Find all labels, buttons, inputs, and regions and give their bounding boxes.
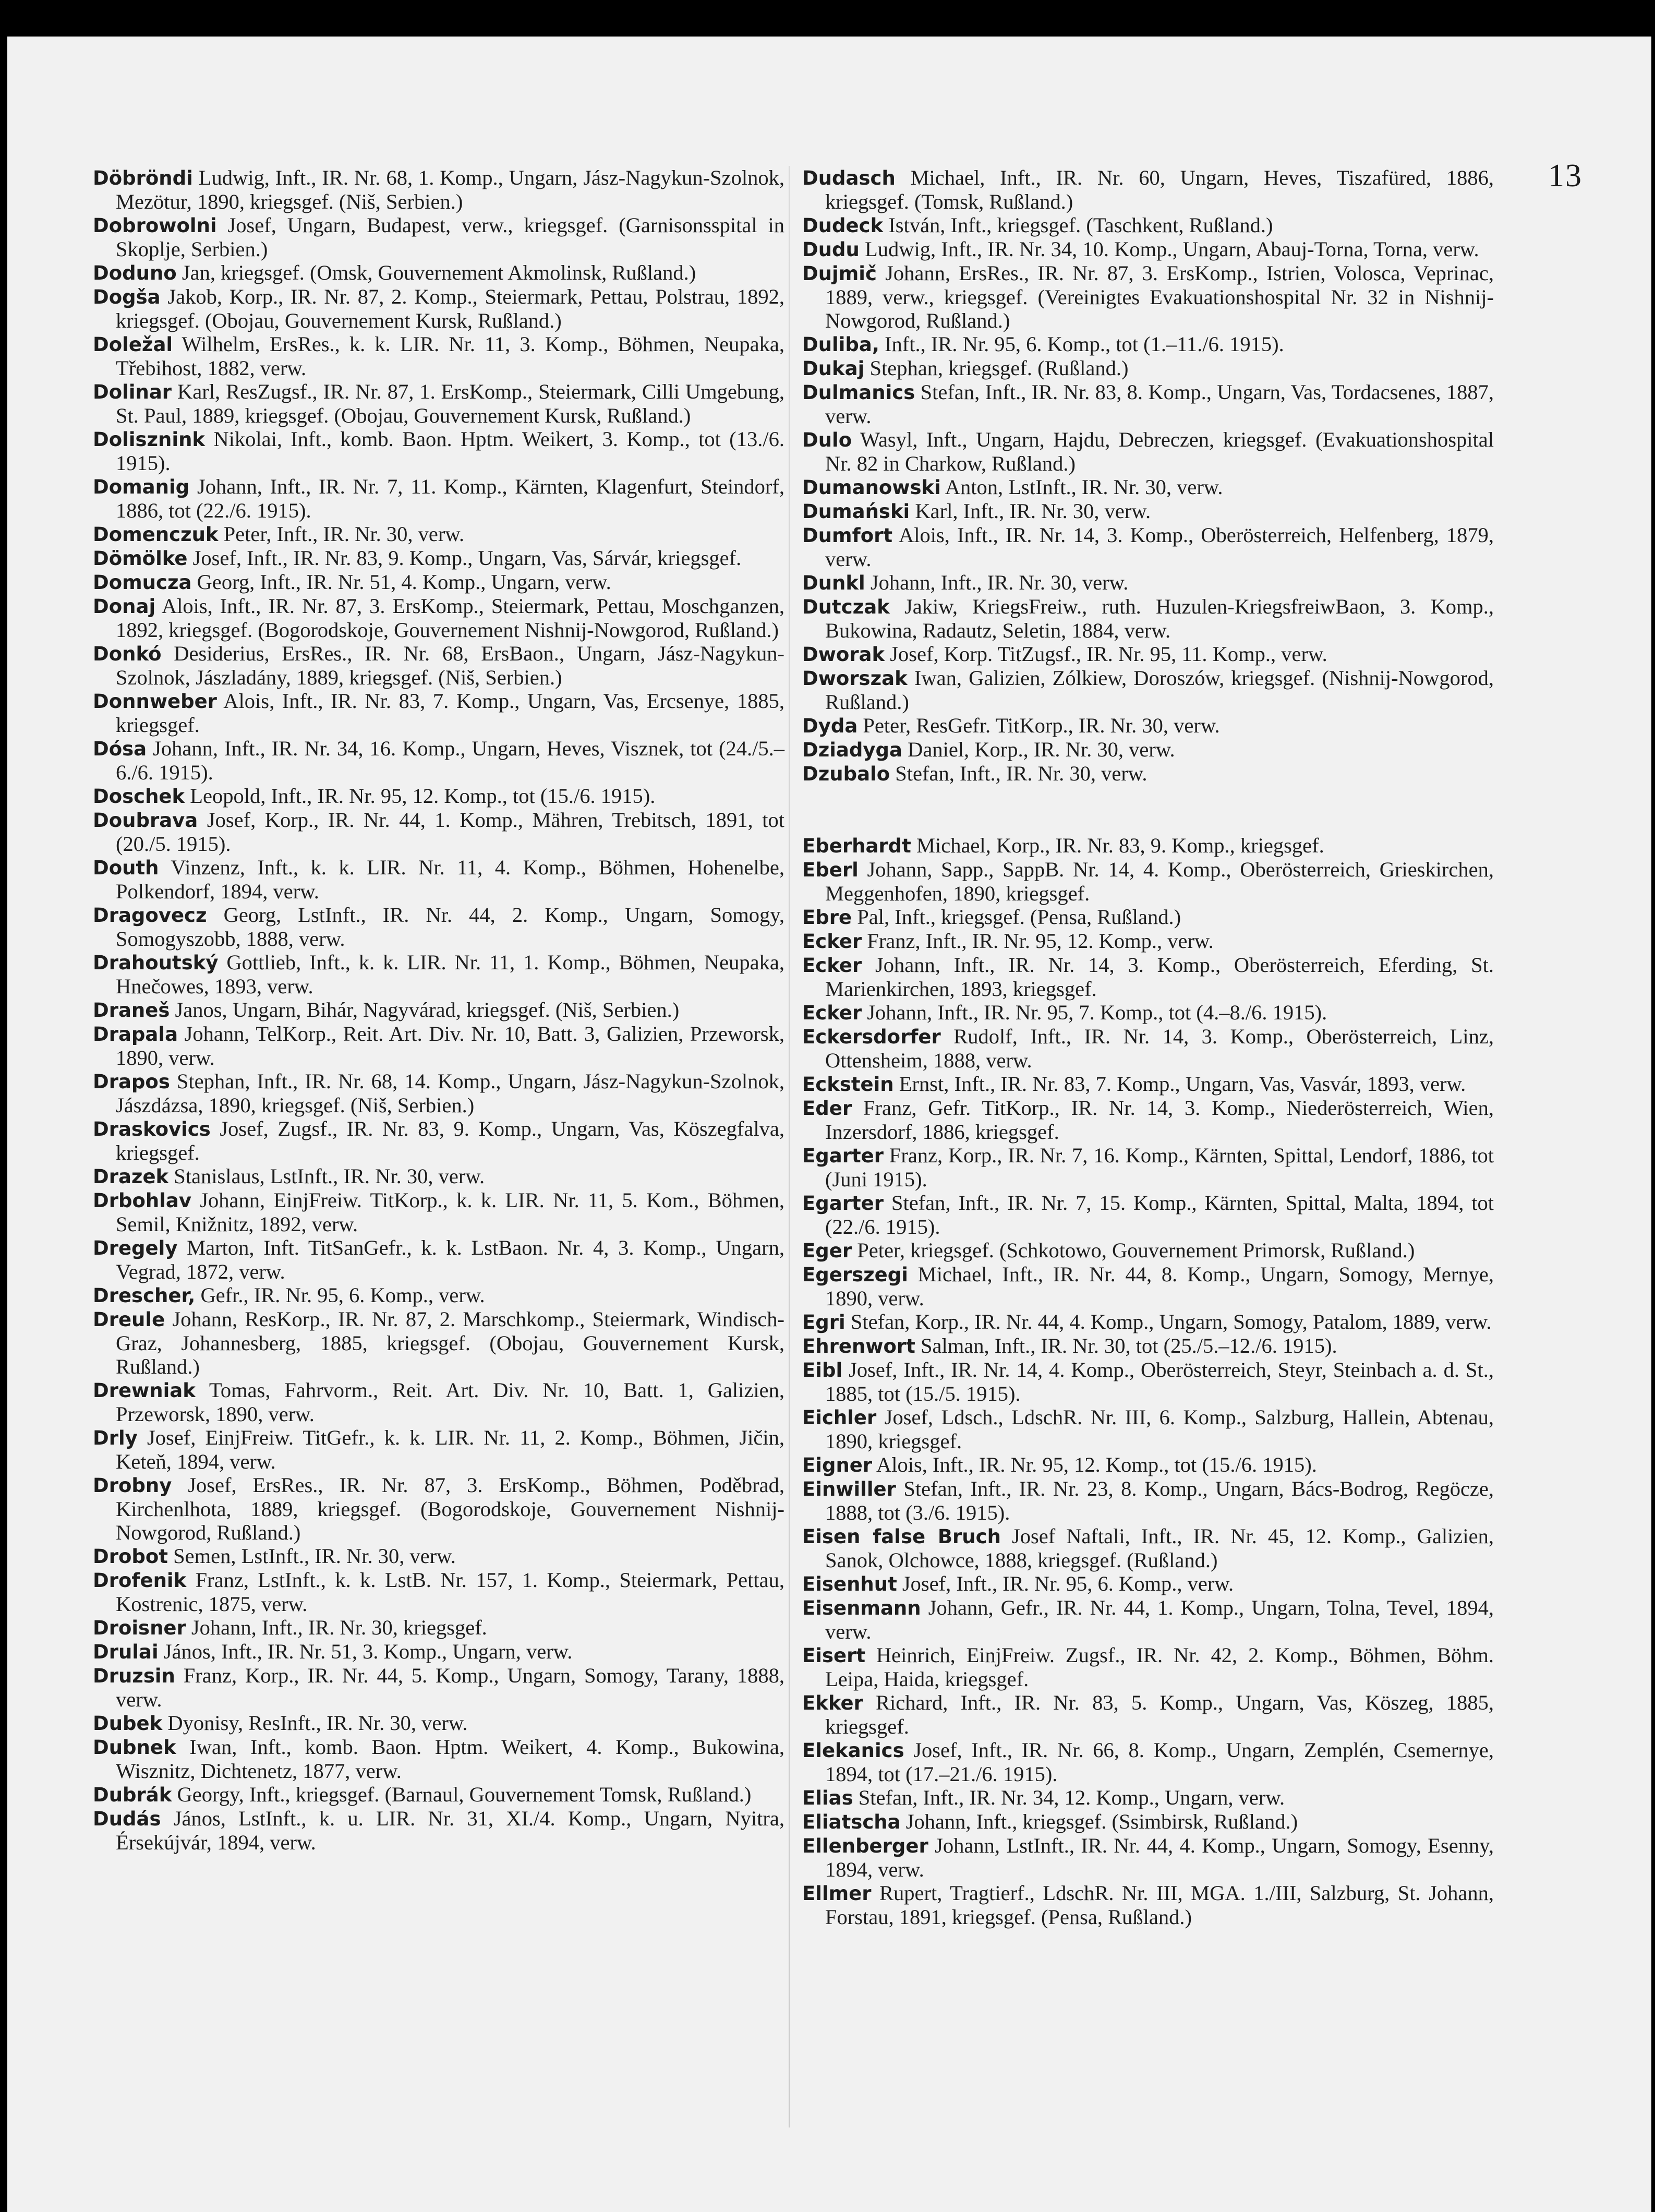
entry-surname: Doležal [93, 333, 173, 356]
entry-details: Georg, LstInft., IR. Nr. 44, 2. Komp., Ungarn, Somogy, Somogyszobb, 1888, verw. [116, 903, 784, 951]
entry-surname: Eckersdorfer [802, 1026, 941, 1048]
entry-details: Salman, Inft., IR. Nr. 30, tot (25./5.–12./6. 1915). [915, 1334, 1337, 1357]
entry-surname: Druzsin [93, 1665, 175, 1687]
entry-details: István, Inft., kriegsgef. (Taschkent, Rußland.) [883, 213, 1273, 237]
entry-details: Gefr., IR. Nr. 95, 6. Komp., verw. [195, 1283, 485, 1307]
entry-details: Jakiw, KriegsFreiw., ruth. Huzulen-KriegsfreiwBaon, 3. Komp., Bukowina, Radautz, Seletin, 1884, verw. [825, 595, 1494, 642]
entry-surname: Domenczuk [93, 523, 219, 546]
entry-surname: Douth [93, 857, 159, 879]
list-item [802, 1334, 1494, 1358]
entry-surname: Drescher, [93, 1284, 196, 1307]
entry-surname: Ecker [802, 954, 862, 977]
entry-surname: Drewniak [93, 1379, 196, 1402]
list-item [93, 1616, 784, 1640]
entry-details: Wasyl, Inft., Ungarn, Hajdu, Debreczen, kriegsgef. (Evakuationshospital Nr. 82 in Charkow, Rußland.) [825, 428, 1494, 475]
page-number: 13 [1548, 158, 1582, 194]
entry-surname: Ecker [802, 930, 862, 953]
entry-surname: Eichler [802, 1406, 877, 1429]
list-item [93, 737, 784, 784]
entry-surname: Dogša [93, 286, 161, 308]
entry-details: Johann, Inft., IR. Nr. 95, 7. Komp., tot (4.–8./6. 1915). [862, 1001, 1327, 1024]
list-item [802, 905, 1494, 929]
list-item [802, 571, 1494, 595]
entry-details: Vinzenz, Inft., k. k. LIR. Nr. 11, 4. Komp., Böhmen, Hohenelbe, Polkendorf, 1894, verw. [116, 856, 784, 903]
entry-details: Iwan, Galizien, Zólkiew, Doroszów, kriegsgef. (Nishnij-Nowgorod, Rußland.) [825, 666, 1494, 714]
list-item [93, 213, 784, 261]
entry-details: Alois, Inft., IR. Nr. 95, 12. Komp., tot (15./6. 1915). [872, 1453, 1317, 1476]
entry-details: Johann, LstInft., IR. Nr. 44, 4. Komp., Ungarn, Somogy, Esenny, 1894, verw. [825, 1834, 1494, 1881]
entry-details: Rupert, Tragtierf., LdschR. Nr. III, MGA. 1./III, Salzburg, St. Johann, Forstau, 1891, kriegsgef. (Pensa, Rußland.) [825, 1881, 1494, 1929]
entry-details: Josef, Inft., IR. Nr. 95, 6. Komp., verw. [897, 1572, 1234, 1595]
list-item [802, 499, 1494, 523]
entry-details: Georg, Inft., IR. Nr. 51, 4. Komp., Ungarn, verw. [191, 570, 611, 594]
column-divider [789, 166, 790, 2127]
entry-details: Gottlieb, Inft., k. k. LIR. Nr. 11, 1. Komp., Böhmen, Neupaka, Hnečowes, 1893, verw. [116, 951, 784, 998]
entry-details: Josef Naftali, Inft., IR. Nr. 45, 12. Komp., Galizien, Sanok, Olchowce, 1888, kriegsgef. (Rußland.) [825, 1524, 1494, 1572]
list-item [93, 522, 784, 546]
entry-details: Josef, EinjFreiw. TitGefr., k. k. LIR. Nr. 11, 2. Komp., Böhmen, Jičin, Keteň, 1894, verw. [116, 1426, 784, 1473]
list-item [802, 1096, 1494, 1144]
entry-details: Alois, Inft., IR. Nr. 87, 3. ErsKomp., Steiermark, Pettau, Moschganzen, 1892, kriegsgef. (Bogorodskoje, Gouvernement Nishnij-Nowgorod, Rußland.) [116, 594, 784, 642]
list-item [93, 1236, 784, 1283]
entry-surname: Dukaj [802, 357, 865, 380]
list-item [93, 1117, 784, 1164]
entry-details: Karl, ResZugsf., IR. Nr. 87, 1. ErsKomp., Steiermark, Cilli Umgebung, St. Paul, 1889, kriegsgef. (Obojau, Gouvernement Kursk, Rußland.) [116, 380, 784, 427]
entry-surname: Drulai [93, 1641, 159, 1663]
entry-details: Stephan, kriegsgef. (Rußland.) [864, 356, 1129, 380]
entry-surname: Dumański [802, 500, 910, 523]
entry-surname: Dubrák [93, 1784, 172, 1806]
entry-surname: Dyda [802, 715, 858, 737]
list-item [802, 1477, 1494, 1524]
list-item [802, 1144, 1494, 1191]
entry-surname: Donnweber [93, 690, 217, 713]
entry-details: Jan, kriegsgef. (Omsk, Gouvernement Akmolinsk, Rußland.) [176, 261, 696, 284]
list-item [802, 1239, 1494, 1263]
list-item [802, 1453, 1494, 1477]
entry-details: János, LstInft., k. u. LIR. Nr. 31, XI./4. Komp., Ungarn, Nyitra, Érsekújvár, 1894, verw. [116, 1807, 784, 1854]
entry-surname: Dulo [802, 429, 852, 451]
entry-surname: Dujmič [802, 262, 877, 285]
entry-surname: Dutczak [802, 596, 890, 618]
list-item [802, 666, 1494, 714]
entry-details: Johann, ResKorp., IR. Nr. 87, 2. Marschkomp., Steiermark, Windisch-Graz, Johannesberg, 1885, kriegsgef. (Obojau, Gouvernement Kursk, Rußland.) [116, 1307, 784, 1378]
entry-surname: Drobot [93, 1545, 168, 1568]
list-item [93, 1188, 784, 1236]
entry-surname: Domucza [93, 571, 192, 594]
entry-details: Peter, kriegsgef. (Schkotowo, Gouvernement Primorsk, Rußland.) [852, 1239, 1415, 1262]
entry-details: Josef, Ungarn, Budapest, verw., kriegsgef. (Garnisonsspital in Skoplje, Serbien.) [116, 213, 784, 261]
list-item [93, 1807, 784, 1854]
entry-surname: Dumfort [802, 524, 893, 547]
entry-surname: Ekker [802, 1692, 863, 1714]
entry-surname: Domanig [93, 476, 190, 498]
list-item [93, 808, 784, 856]
entry-details: Stefan, Inft., IR. Nr. 30, verw. [890, 762, 1147, 785]
entry-surname: Dudeck [802, 214, 884, 237]
entry-surname: Ehrenwort [802, 1335, 915, 1357]
entry-details: Josef, Korp., IR. Nr. 44, 1. Komp., Mähren, Trebitsch, 1891, tot (20./5. 1915). [116, 808, 784, 856]
entry-details: Leopold, Inft., IR. Nr. 95, 12. Komp., tot (15./6. 1915). [185, 784, 656, 808]
entry-details: Tomas, Fahrvorm., Reit. Art. Div. Nr. 10, Batt. 1, Galizien, Przeworsk, 1890, verw. [116, 1378, 784, 1426]
list-item [93, 856, 784, 903]
list-item [802, 1405, 1494, 1453]
list-item [802, 1001, 1494, 1025]
list-item [93, 332, 784, 380]
list-item [802, 380, 1494, 428]
list-item [93, 546, 784, 570]
list-item [802, 166, 1494, 213]
entry-surname: Eisen false Bruch [802, 1525, 1001, 1548]
entry-details: Johann, Inft., IR. Nr. 34, 16. Komp., Ungarn, Heves, Visznek, tot (24./5.–6./6. 1915). [116, 737, 784, 784]
entry-details: Josef, Inft., IR. Nr. 83, 9. Komp., Ungarn, Vas, Sárvár, kriegsgef. [187, 546, 742, 570]
entry-surname: Dudu [802, 238, 860, 261]
entry-details: Pal, Inft., kriegsgef. (Pensa, Rußland.) [852, 905, 1181, 929]
entry-surname: Doschek [93, 785, 185, 808]
entry-surname: Dudás [93, 1808, 161, 1830]
entry-surname: Eliatscha [802, 1811, 901, 1833]
entry-surname: Egarter [802, 1192, 884, 1215]
list-item [93, 1378, 784, 1426]
entry-details: Franz, LstInft., k. k. LstB. Nr. 157, 1. Komp., Steiermark, Pettau, Kostrenic, 1875, verw. [116, 1568, 784, 1616]
list-item [802, 1881, 1494, 1929]
list-item [802, 1524, 1494, 1572]
list-item [802, 261, 1494, 332]
entry-surname: Drahoutský [93, 952, 219, 974]
entry-details: Alois, Inft., IR. Nr. 14, 3. Komp., Oberösterreich, Helfenberg, 1879, verw. [825, 523, 1494, 571]
entry-surname: Dobrowolni [93, 214, 217, 237]
entry-surname: Egerszegi [802, 1264, 908, 1286]
list-item [802, 834, 1494, 858]
entry-details: Michael, Korp., IR. Nr. 83, 9. Komp., kriegsgef. [911, 834, 1324, 857]
entry-surname: Elias [802, 1787, 853, 1809]
entry-details: Stefan, Korp., IR. Nr. 44, 4. Komp., Ungarn, Somogy, Patalom, 1889, verw. [845, 1310, 1492, 1333]
entry-details: Anton, LstInft., IR. Nr. 30, verw. [940, 475, 1223, 499]
entry-details: Franz, Korp., IR. Nr. 44, 5. Komp., Ungarn, Somogy, Tarany, 1888, verw. [116, 1664, 784, 1711]
entry-surname: Ebre [802, 906, 852, 929]
entry-details: Johann, TelKorp., Reit. Art. Div. Nr. 10, Batt. 3, Galizien, Przeworsk, 1890, verw. [116, 1022, 784, 1069]
entry-surname: Drofenik [93, 1569, 187, 1592]
entry-details: Franz, Gefr. TitKorp., IR. Nr. 14, 3. Komp., Niederösterreich, Wien, Inzersdorf, 1886, kriegsgef. [825, 1096, 1494, 1144]
left-column [93, 166, 784, 1854]
list-item [802, 1310, 1494, 1334]
list-item [93, 1307, 784, 1378]
entry-surname: Duliba, [802, 333, 879, 356]
list-item [93, 998, 784, 1022]
entry-surname: Ellmer [802, 1882, 872, 1905]
list-item [93, 285, 784, 332]
entry-details: Marton, Inft. TitSanGefr., k. k. LstBaon. Nr. 4, 3. Komp., Ungarn, Vegrad, 1872, verw. [116, 1236, 784, 1283]
entry-surname: Donaj [93, 595, 156, 618]
entry-surname: Doduno [93, 262, 177, 284]
entry-surname: Eisenhut [802, 1573, 897, 1595]
entry-details: Johann, ErsRes., IR. Nr. 87, 3. ErsKomp., Istrien, Volosca, Veprinac, 1889, verw., kriegsgef. (Vereinigtes Evakuationshospital Nr. 32 in Nishnij-Nowgorod, Rußland.) [825, 261, 1494, 332]
list-item [93, 427, 784, 475]
list-item [802, 1596, 1494, 1643]
entry-details: János, Inft., IR. Nr. 51, 3. Komp., Ungarn, verw. [158, 1640, 573, 1663]
entry-surname: Eberl [802, 859, 859, 881]
list-item [802, 213, 1494, 237]
list-item [93, 1711, 784, 1735]
list-item [802, 1834, 1494, 1881]
entry-surname: Draneš [93, 999, 170, 1021]
entry-surname: Dzubalo [802, 763, 890, 785]
section-gap [802, 786, 1494, 834]
entry-details: Johann, Inft., IR. Nr. 30, kriegsgef. [186, 1616, 487, 1639]
entry-surname: Dumanowski [802, 476, 941, 499]
entry-surname: Eckstein [802, 1073, 894, 1096]
list-item [802, 1358, 1494, 1405]
entry-surname: Drapos [93, 1071, 170, 1093]
list-item [93, 1022, 784, 1069]
right-column [802, 166, 1494, 1929]
entry-details: Josef, Inft., IR. Nr. 14, 4. Komp., Oberösterreich, Steyr, Steinbach a. d. St., 1885, tot (15./5. 1915). [825, 1358, 1494, 1405]
entry-surname: Dunkl [802, 572, 865, 594]
entry-details: Franz, Korp., IR. Nr. 7, 16. Komp., Kärnten, Spittal, Lendorf, 1886, tot (Juni 1915). [825, 1144, 1494, 1191]
entry-details: Stanislaus, LstInft., IR. Nr. 30, verw. [168, 1164, 485, 1188]
list-item [93, 166, 784, 213]
list-item [93, 1069, 784, 1117]
list-item [802, 523, 1494, 571]
entry-details: Nikolai, Inft., komb. Baon. Hptm. Weikert, 3. Komp., tot (13./6. 1915). [116, 427, 784, 475]
list-item [93, 261, 784, 285]
list-item [802, 929, 1494, 953]
entry-details: Johann, EinjFreiw. TitKorp., k. k. LIR. Nr. 11, 5. Kom., Böhmen, Semil, Knižnitz, 1892, verw. [116, 1188, 784, 1236]
list-item [93, 903, 784, 951]
entry-surname: Droisner [93, 1617, 186, 1639]
entry-surname: Dolisznink [93, 428, 206, 451]
list-item [802, 858, 1494, 905]
entry-details: Semen, LstInft., IR. Nr. 30, verw. [167, 1544, 456, 1568]
list-item [802, 762, 1494, 786]
entry-surname: Dworak [802, 643, 885, 666]
list-item [802, 642, 1494, 666]
entry-surname: Eigner [802, 1454, 873, 1476]
list-item [93, 1735, 784, 1783]
entry-surname: Drly [93, 1427, 138, 1449]
entry-details: Josef, Ldsch., LdschR. Nr. III, 6. Komp., Salzburg, Hallein, Abtenau, 1890, kriegsgef. [825, 1405, 1494, 1453]
entry-details: Stefan, Inft., IR. Nr. 34, 12. Komp., Ungarn, verw. [853, 1786, 1285, 1809]
list-item [802, 1072, 1494, 1096]
entry-surname: Egarter [802, 1145, 884, 1167]
list-item [93, 1544, 784, 1568]
entry-surname: Döbröndi [93, 167, 193, 189]
list-item [802, 1738, 1494, 1786]
entry-details: Josef, Zugsf., IR. Nr. 83, 9. Komp., Ungarn, Vas, Köszegfalva, kriegsgef. [116, 1117, 784, 1164]
entry-details: Ludwig, Inft., IR. Nr. 34, 10. Komp., Ungarn, Abauj-Torna, Torna, verw. [859, 237, 1479, 261]
entry-details: Johann, Sapp., SappB. Nr. 14, 4. Komp., Oberösterreich, Grieskirchen, Meggenhofen, 1890, kriegsgef. [825, 858, 1494, 905]
entry-details: Josef, Inft., IR. Nr. 66, 8. Komp., Ungarn, Zemplén, Csemernye, 1894, tot (17.–21./6. 1915). [825, 1738, 1494, 1786]
list-item [93, 475, 784, 522]
entry-surname: Donkó [93, 643, 162, 665]
entry-surname: Eibl [802, 1359, 843, 1381]
entry-surname: Dolinar [93, 381, 172, 403]
list-item [93, 1164, 784, 1188]
list-item [802, 332, 1494, 356]
entry-surname: Dragovecz [93, 904, 207, 927]
entry-surname: Egri [802, 1311, 845, 1333]
list-item [802, 1691, 1494, 1738]
list-item [93, 1783, 784, 1807]
entry-details: Rudolf, Inft., IR. Nr. 14, 3. Komp., Oberösterreich, Linz, Ottensheim, 1888, verw. [825, 1025, 1494, 1072]
entry-details: Johann, Inft., kriegsgef. (Ssimbirsk, Rußland.) [900, 1810, 1298, 1833]
entry-surname: Drazek [93, 1165, 169, 1188]
entry-surname: Eberhardt [802, 835, 911, 857]
entry-details: Johann, Inft., IR. Nr. 30, verw. [865, 571, 1129, 594]
entry-details: Iwan, Inft., komb. Baon. Hptm. Weikert, 4. Komp., Bukowina, Wisznitz, Dichtenetz, 1877, verw. [116, 1735, 784, 1783]
entry-details: Franz, Inft., IR. Nr. 95, 12. Komp., verw. [862, 929, 1214, 953]
list-item [93, 1568, 784, 1616]
entry-details: Daniel, Korp., IR. Nr. 30, verw. [902, 738, 1175, 761]
entry-surname: Ellenberger [802, 1835, 928, 1857]
entry-surname: Eder [802, 1097, 852, 1120]
list-item [93, 1473, 784, 1544]
list-item [93, 1426, 784, 1473]
entry-details: Ludwig, Inft., IR. Nr. 68, 1. Komp., Ungarn, Jász-Nagykun-Szolnok, Mezötur, 1890, kriegsgef. (Niš, Serbien.) [116, 166, 784, 213]
entry-details: Stefan, Inft., IR. Nr. 83, 8. Komp., Ungarn, Vas, Tordacsenes, 1887, verw. [825, 380, 1494, 428]
list-item [93, 594, 784, 642]
entry-surname: Dósa [93, 738, 147, 760]
list-item [802, 1810, 1494, 1834]
list-item [93, 689, 784, 737]
entry-details: Wilhelm, ErsRes., k. k. LIR. Nr. 11, 3. Komp., Böhmen, Neupaka, Třebihost, 1882, verw. [116, 332, 784, 380]
entry-surname: Eisenmann [802, 1597, 921, 1619]
list-item [93, 380, 784, 427]
entry-surname: Elekanics [802, 1739, 904, 1762]
list-item [93, 1664, 784, 1711]
list-item [802, 1786, 1494, 1810]
entry-surname: Dömölke [93, 547, 188, 570]
list-item [802, 1025, 1494, 1072]
entry-surname: Dubnek [93, 1736, 176, 1759]
entry-details: Ernst, Inft., IR. Nr. 83, 7. Komp., Ungarn, Vas, Vasvár, 1893, verw. [893, 1072, 1466, 1096]
entry-surname: Dreule [93, 1308, 165, 1331]
entry-details: Inft., IR. Nr. 95, 6. Komp., tot (1.–11./6. 1915). [879, 332, 1284, 356]
entry-surname: Dziadyga [802, 739, 902, 761]
list-item [802, 428, 1494, 475]
list-item [802, 714, 1494, 738]
entry-surname: Dubek [93, 1712, 163, 1735]
list-item [93, 951, 784, 998]
entry-surname: Einwiller [802, 1478, 896, 1500]
entry-details: Stefan, Inft., IR. Nr. 7, 15. Komp., Kärnten, Spittal, Malta, 1894, tot (22./6. 1915). [825, 1191, 1494, 1239]
list-item [802, 1263, 1494, 1310]
entry-details: Stefan, Inft., IR. Nr. 23, 8. Komp., Ungarn, Bács-Bodrog, Regöcze, 1888, tot (3./6. 1915). [825, 1477, 1494, 1524]
list-item [802, 1191, 1494, 1239]
entry-details: Janos, Ungarn, Bihár, Nagyvárad, kriegsgef. (Niš, Serbien.) [170, 998, 680, 1021]
list-item [802, 738, 1494, 762]
list-item [93, 1640, 784, 1664]
list-item [802, 953, 1494, 1001]
list-item [802, 237, 1494, 261]
list-item [802, 595, 1494, 642]
entry-details: Alois, Inft., IR. Nr. 83, 7. Komp., Ungarn, Vas, Ercsenye, 1885, kriegsgef. [116, 689, 784, 737]
entry-surname: Dregely [93, 1237, 178, 1259]
entry-surname: Eger [802, 1240, 852, 1262]
entry-details: Josef, Korp. TitZugsf., IR. Nr. 95, 11. Komp., verw. [885, 642, 1327, 666]
entry-surname: Dworszak [802, 667, 908, 690]
entry-details: Georgy, Inft., kriegsgef. (Barnaul, Gouvernement Tomsk, Rußland.) [172, 1783, 752, 1806]
list-item [93, 784, 784, 808]
entry-surname: Draskovics [93, 1118, 211, 1140]
entry-details: Dyonisy, ResInft., IR. Nr. 30, verw. [162, 1711, 468, 1735]
entry-details: Johann, Gefr., IR. Nr. 44, 1. Komp., Ungarn, Tolna, Tevel, 1894, verw. [825, 1596, 1494, 1643]
entry-surname: Ecker [802, 1002, 862, 1024]
list-item [802, 356, 1494, 380]
entry-surname: Dulmanics [802, 381, 915, 404]
entry-details: Desiderius, ErsRes., IR. Nr. 68, ErsBaon., Ungarn, Jász-Nagykun-Szolnok, Jászladány, 1889, kriegsgef. (Niš, Serbien.) [116, 642, 784, 689]
entry-details: Michael, Inft., IR. Nr. 60, Ungarn, Heves, Tiszafüred, 1886, kriegsgef. (Tomsk, Rußland.) [825, 166, 1494, 213]
list-item [802, 1572, 1494, 1596]
entry-surname: Drobny [93, 1474, 172, 1497]
list-item [802, 475, 1494, 499]
entry-details: Johann, Inft., IR. Nr. 14, 3. Komp., Oberösterreich, Eferding, St. Marienkirchen, 1893, kriegsgef. [825, 953, 1494, 1001]
entry-details: Johann, Inft., IR. Nr. 7, 11. Komp., Kärnten, Klagenfurt, Steindorf, 1886, tot (22./6. 1915). [116, 475, 784, 522]
entry-details: Karl, Inft., IR. Nr. 30, verw. [910, 499, 1151, 523]
list-item [802, 1643, 1494, 1691]
list-item [93, 570, 784, 594]
entry-details: Josef, ErsRes., IR. Nr. 87, 3. ErsKomp., Böhmen, Poděbrad, Kirchenlhota, 1889, kriegsgef. (Bogorodskoje, Gouvernement Nishnij-Nowgorod, Rußland.) [116, 1473, 784, 1544]
entry-surname: Drapala [93, 1023, 178, 1045]
entry-details: Jakob, Korp., IR. Nr. 87, 2. Komp., Steiermark, Pettau, Polstrau, 1892, kriegsgef. (Obojau, Gouvernement Kursk, Rußland.) [116, 285, 784, 332]
list-item [93, 1283, 784, 1307]
entry-surname: Eisert [802, 1644, 866, 1667]
list-item [93, 642, 784, 689]
entry-details: Michael, Inft., IR. Nr. 44, 8. Komp., Ungarn, Somogy, Mernye, 1890, verw. [825, 1263, 1494, 1310]
entry-surname: Dudasch [802, 167, 896, 189]
entry-details: Heinrich, EinjFreiw. Zugsf., IR. Nr. 42, 2. Komp., Böhmen, Böhm. Leipa, Haida, kriegsgef. [825, 1643, 1494, 1691]
entry-surname: Doubrava [93, 809, 198, 832]
entry-details: Stephan, Inft., IR. Nr. 68, 14. Komp., Ungarn, Jász-Nagykun-Szolnok, Jászdázsa, 1890, kriegsgef. (Niš, Serbien.) [116, 1069, 784, 1117]
entry-details: Peter, Inft., IR. Nr. 30, verw. [218, 522, 465, 546]
entry-details: Richard, Inft., IR. Nr. 83, 5. Komp., Ungarn, Vas, Köszeg, 1885, kriegsgef. [825, 1691, 1494, 1738]
entry-details: Peter, ResGefr. TitKorp., IR. Nr. 30, verw. [857, 714, 1220, 737]
entry-surname: Drbohlav [93, 1189, 191, 1212]
